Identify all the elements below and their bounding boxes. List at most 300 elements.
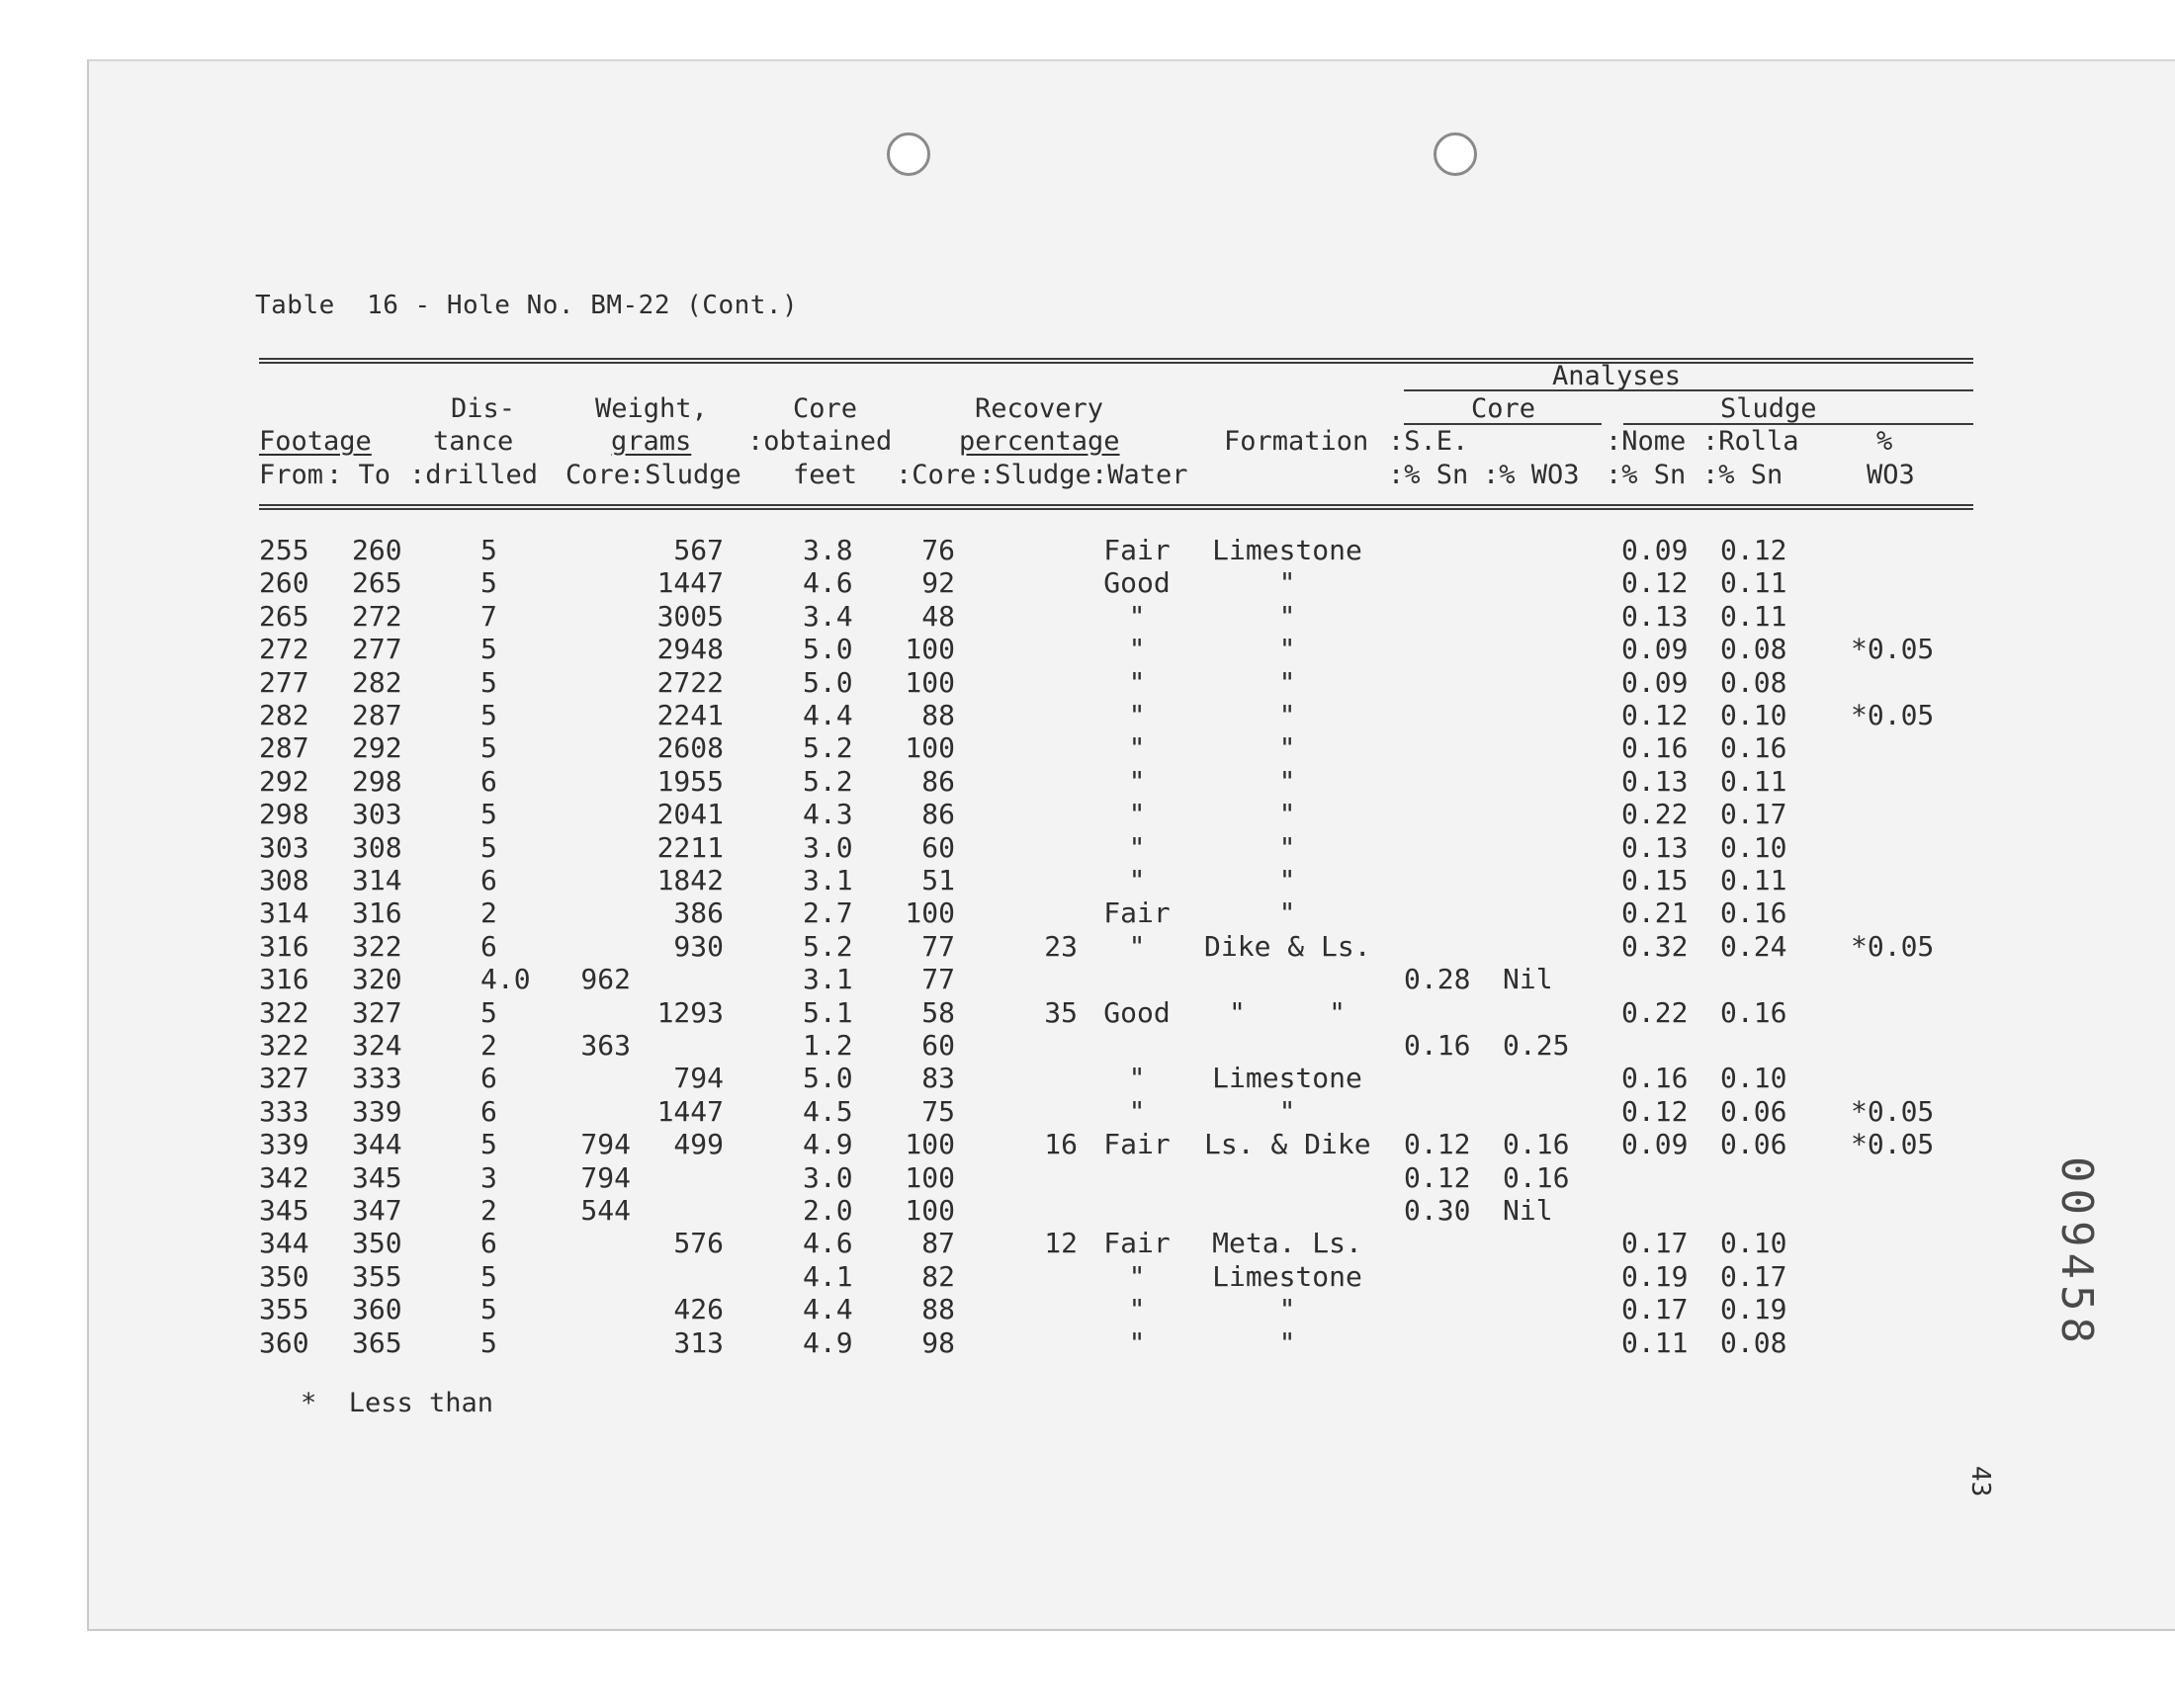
cell-form: " xyxy=(1278,566,1296,600)
cell-dist: 5 xyxy=(480,699,497,731)
cell-wo3: *0.05 xyxy=(1851,929,1935,963)
cell-se-sn: 0.12 xyxy=(1404,1160,1471,1194)
cell-wsludge: 2211 xyxy=(656,830,724,864)
cell-wsludge: 313 xyxy=(673,1325,724,1359)
header-recovery-1: Recovery xyxy=(975,393,1104,424)
cell-rolla: 0.12 xyxy=(1720,534,1787,566)
header-formation: Formation xyxy=(1224,426,1369,457)
cell-wsludge: 1842 xyxy=(656,864,724,897)
cell-dist: 5 xyxy=(480,566,497,600)
header-top-rule xyxy=(259,358,1973,360)
cell-cf: 3.1 xyxy=(803,963,853,996)
cell-wsludge: 2722 xyxy=(656,665,724,699)
cell-rcore: 58 xyxy=(921,995,955,1029)
cell-rsludge: 23 xyxy=(1044,929,1078,963)
cell-rcore: 100 xyxy=(905,1128,955,1161)
cell-form: " xyxy=(1278,830,1296,864)
cell-form: " xyxy=(1278,633,1296,666)
cell-from: 260 xyxy=(259,566,309,600)
cell-wsludge: 386 xyxy=(673,897,724,930)
cell-to: 344 xyxy=(352,1128,402,1161)
table-row xyxy=(0,699,2175,731)
cell-rolla: 0.16 xyxy=(1720,731,1787,765)
cell-dist: 5 xyxy=(480,731,497,765)
cell-form: " xyxy=(1278,864,1296,897)
cell-from: 298 xyxy=(259,798,309,831)
cell-rolla: 0.10 xyxy=(1720,1062,1787,1095)
cell-rcore: 88 xyxy=(921,699,955,731)
cell-rwater: Fair xyxy=(1103,1227,1171,1260)
cell-rwater: Good xyxy=(1103,995,1171,1029)
cell-cf: 2.0 xyxy=(803,1194,853,1227)
cell-wcore: 794 xyxy=(580,1160,631,1194)
cell-nome: 0.21 xyxy=(1621,897,1689,930)
cell-rolla: 0.10 xyxy=(1720,1227,1787,1260)
table-row xyxy=(0,633,2175,665)
cell-nome: 0.22 xyxy=(1621,798,1689,831)
cell-rwater: " xyxy=(1128,864,1146,897)
cell-rwater: " xyxy=(1128,764,1146,798)
cell-rwater: " xyxy=(1128,665,1146,699)
cell-form: Limestone xyxy=(1212,534,1362,566)
cell-form: " xyxy=(1278,897,1296,930)
table-row xyxy=(0,534,2175,566)
header-core-obtained-3: feet xyxy=(793,460,858,490)
header-distance-3: :drilled xyxy=(409,460,539,490)
cell-rolla: 0.08 xyxy=(1720,633,1787,666)
cell-wsludge: 1955 xyxy=(656,764,724,798)
header-pct: % xyxy=(1876,426,1893,457)
cell-cf: 1.2 xyxy=(803,1029,853,1062)
cell-rolla: 0.08 xyxy=(1720,1325,1787,1359)
cell-rcore: 88 xyxy=(921,1293,955,1326)
cell-rolla: 0.19 xyxy=(1720,1293,1787,1326)
cell-to: 265 xyxy=(352,566,402,600)
cell-rolla: 0.16 xyxy=(1720,897,1787,930)
cell-rwater: " xyxy=(1128,1062,1146,1095)
cell-from: 350 xyxy=(259,1259,309,1293)
cell-dist: 5 xyxy=(480,633,497,666)
table-row xyxy=(0,1260,2175,1293)
cell-from: 333 xyxy=(259,1094,309,1128)
cell-rcore: 86 xyxy=(921,764,955,798)
cell-cf: 3.0 xyxy=(803,1160,853,1194)
cell-wsludge: 2041 xyxy=(656,798,724,831)
header-weight-sludge: :Sludge xyxy=(629,460,741,490)
cell-dist: 6 xyxy=(480,1062,497,1095)
cell-rwater: " xyxy=(1128,1259,1146,1293)
cell-wsludge: 930 xyxy=(673,929,724,963)
stamp-number: 009458 xyxy=(2051,1156,2102,1349)
cell-rolla: 0.17 xyxy=(1720,1259,1787,1293)
cell-nome: 0.12 xyxy=(1621,699,1689,731)
cell-wo3: *0.05 xyxy=(1851,633,1935,666)
cell-cf: 4.4 xyxy=(803,699,853,731)
table-row xyxy=(0,1161,2175,1194)
cell-to: 365 xyxy=(352,1325,402,1359)
cell-cf: 5.2 xyxy=(803,764,853,798)
cell-dist: 5 xyxy=(480,534,497,566)
cell-from: 322 xyxy=(259,995,309,1029)
cell-wo3: *0.05 xyxy=(1851,1094,1935,1128)
header-analyses-core: Core xyxy=(1471,393,1536,424)
table-row xyxy=(0,1029,2175,1062)
cell-from: 308 xyxy=(259,864,309,897)
cell-rcore: 60 xyxy=(921,1029,955,1062)
table-row xyxy=(0,600,2175,633)
cell-rwater: " xyxy=(1128,731,1146,765)
cell-se-sn: 0.30 xyxy=(1404,1194,1471,1227)
cell-rolla: 0.06 xyxy=(1720,1094,1787,1128)
cell-rcore: 86 xyxy=(921,798,955,831)
cell-rwater: " xyxy=(1128,599,1146,633)
cell-nome: 0.32 xyxy=(1621,929,1689,963)
cell-nome: 0.09 xyxy=(1621,633,1689,666)
cell-rolla: 0.17 xyxy=(1720,798,1787,831)
header-analyses: Analyses xyxy=(1552,361,1682,391)
cell-rcore: 77 xyxy=(921,963,955,996)
cell-rolla: 0.08 xyxy=(1720,665,1787,699)
cell-from: 360 xyxy=(259,1325,309,1359)
cell-wsludge: 3005 xyxy=(656,599,724,633)
table-row xyxy=(0,1326,2175,1359)
cell-rwater: " xyxy=(1128,929,1146,963)
header-se-sn: :% Sn xyxy=(1388,460,1469,490)
cell-from: 314 xyxy=(259,897,309,930)
cell-to: 292 xyxy=(352,731,402,765)
cell-nome: 0.17 xyxy=(1621,1227,1689,1260)
cell-form: " xyxy=(1278,699,1296,731)
cell-form: " xyxy=(1278,1293,1296,1326)
cell-cf: 4.6 xyxy=(803,1227,853,1260)
cell-rcore: 83 xyxy=(921,1062,955,1095)
cell-rwater: Fair xyxy=(1103,1128,1171,1161)
cell-cf: 4.9 xyxy=(803,1325,853,1359)
cell-to: 282 xyxy=(352,665,402,699)
punch-hole-right-icon xyxy=(1434,132,1477,176)
table-row xyxy=(0,765,2175,798)
cell-to: 347 xyxy=(352,1194,402,1227)
cell-nome: 0.16 xyxy=(1621,731,1689,765)
cell-dist: 5 xyxy=(480,1259,497,1293)
cell-wsludge: 567 xyxy=(673,534,724,566)
cell-from: 292 xyxy=(259,764,309,798)
cell-to: 324 xyxy=(352,1029,402,1062)
cell-wsludge: 794 xyxy=(673,1062,724,1095)
table-row xyxy=(0,1227,2175,1259)
table-row xyxy=(0,897,2175,929)
cell-wsludge: 426 xyxy=(673,1293,724,1326)
cell-rcore: 100 xyxy=(905,1160,955,1194)
cell-rcore: 98 xyxy=(921,1325,955,1359)
cell-to: 272 xyxy=(352,599,402,633)
cell-se-wo3: 0.25 xyxy=(1503,1029,1570,1062)
cell-rwater: Fair xyxy=(1103,534,1171,566)
cell-se-wo3: Nil xyxy=(1503,963,1553,996)
cell-wsludge: 1447 xyxy=(656,566,724,600)
cell-dist: 6 xyxy=(480,864,497,897)
cell-dist: 2 xyxy=(480,1029,497,1062)
cell-nome: 0.09 xyxy=(1621,534,1689,566)
cell-from: 272 xyxy=(259,633,309,666)
cell-dist: 5 xyxy=(480,798,497,831)
table-row xyxy=(0,666,2175,699)
header-from: From xyxy=(259,460,324,490)
cell-wsludge: 576 xyxy=(673,1227,724,1260)
cell-rcore: 100 xyxy=(905,1194,955,1227)
cell-se-sn: 0.28 xyxy=(1404,963,1471,996)
header-weight-1: Weight, xyxy=(595,393,708,424)
header-rolla-sn: :% Sn xyxy=(1702,460,1784,490)
cell-form: Meta. Ls. xyxy=(1212,1227,1362,1260)
cell-to: 308 xyxy=(352,830,402,864)
cell-dist: 2 xyxy=(480,897,497,930)
table-row xyxy=(0,831,2175,864)
cell-nome: 0.12 xyxy=(1621,1094,1689,1128)
header-bottom-rule xyxy=(259,504,1973,506)
cell-se-wo3: 0.16 xyxy=(1503,1128,1570,1161)
cell-nome: 0.09 xyxy=(1621,665,1689,699)
cell-wsludge: 2241 xyxy=(656,699,724,731)
cell-rcore: 92 xyxy=(921,566,955,600)
header-se-wo3: :% WO3 xyxy=(1483,460,1580,490)
cell-rwater: " xyxy=(1128,633,1146,666)
header-core-obtained-1: Core xyxy=(793,393,858,424)
cell-form: " xyxy=(1278,1094,1296,1128)
cell-form: Dike & Ls. xyxy=(1204,929,1371,963)
cell-rcore: 100 xyxy=(905,731,955,765)
cell-rwater: Good xyxy=(1103,566,1171,600)
cell-form: Ls. & Dike xyxy=(1204,1128,1371,1161)
cell-cf: 3.1 xyxy=(803,864,853,897)
cell-from: 255 xyxy=(259,534,309,566)
cell-to: 322 xyxy=(352,929,402,963)
cell-wsludge: 499 xyxy=(673,1128,724,1161)
punch-hole-left-icon xyxy=(887,132,930,176)
cell-rsludge: 12 xyxy=(1044,1227,1078,1260)
cell-dist: 6 xyxy=(480,929,497,963)
cell-nome: 0.19 xyxy=(1621,1259,1689,1293)
cell-from: 342 xyxy=(259,1160,309,1194)
cell-wsludge: 2608 xyxy=(656,731,724,765)
cell-cf: 4.4 xyxy=(803,1293,853,1326)
cell-cf: 4.3 xyxy=(803,798,853,831)
cell-to: 360 xyxy=(352,1293,402,1326)
cell-rcore: 76 xyxy=(921,534,955,566)
cell-wsludge: 2948 xyxy=(656,633,724,666)
cell-to: 350 xyxy=(352,1227,402,1260)
header-analyses-sludge: Sludge xyxy=(1720,393,1817,424)
cell-rsludge: 16 xyxy=(1044,1128,1078,1161)
header-nome: :Nome xyxy=(1606,426,1687,457)
cell-rcore: 60 xyxy=(921,830,955,864)
cell-cf: 5.0 xyxy=(803,1062,853,1095)
cell-cf: 5.2 xyxy=(803,731,853,765)
cell-rwater: Fair xyxy=(1103,897,1171,930)
cell-cf: 3.4 xyxy=(803,599,853,633)
cell-rsludge: 35 xyxy=(1044,995,1078,1029)
cell-to: 298 xyxy=(352,764,402,798)
cell-rolla: 0.10 xyxy=(1720,699,1787,731)
cell-wsludge: 1293 xyxy=(656,995,724,1029)
header-nome-sn: :% Sn xyxy=(1606,460,1687,490)
cell-dist: 5 xyxy=(480,1128,497,1161)
cell-rcore: 48 xyxy=(921,599,955,633)
cell-rwater: " xyxy=(1128,1325,1146,1359)
cell-form: Limestone xyxy=(1212,1062,1362,1095)
cell-form: " xyxy=(1278,764,1296,798)
cell-wcore: 363 xyxy=(580,1029,631,1062)
cell-wcore: 962 xyxy=(580,963,631,996)
cell-wcore: 794 xyxy=(580,1128,631,1161)
cell-rcore: 100 xyxy=(905,633,955,666)
header-recovery-2: percentage xyxy=(959,426,1120,457)
cell-rolla: 0.11 xyxy=(1720,864,1787,897)
cell-cf: 2.7 xyxy=(803,897,853,930)
cell-cf: 3.0 xyxy=(803,830,853,864)
cell-nome: 0.17 xyxy=(1621,1293,1689,1326)
cell-from: 345 xyxy=(259,1194,309,1227)
header-footage: Footage xyxy=(259,426,372,457)
cell-to: 355 xyxy=(352,1259,402,1293)
cell-cf: 5.0 xyxy=(803,665,853,699)
cell-rolla: 0.11 xyxy=(1720,566,1787,600)
cell-to: 260 xyxy=(352,534,402,566)
cell-rcore: 87 xyxy=(921,1227,955,1260)
table-caption: Table 16 - Hole No. BM-22 (Cont.) xyxy=(255,291,799,320)
cell-to: 277 xyxy=(352,633,402,666)
table-row xyxy=(0,731,2175,764)
page-number: 43 xyxy=(1965,1466,1995,1497)
cell-from: 282 xyxy=(259,699,309,731)
cell-from: 339 xyxy=(259,1128,309,1161)
cell-rcore: 100 xyxy=(905,897,955,930)
cell-rolla: 0.11 xyxy=(1720,599,1787,633)
cell-cf: 5.2 xyxy=(803,929,853,963)
cell-dist: 5 xyxy=(480,995,497,1029)
header-recovery-water: :Water xyxy=(1091,460,1188,490)
cell-cf: 4.9 xyxy=(803,1128,853,1161)
cell-to: 327 xyxy=(352,995,402,1029)
cell-dist: 7 xyxy=(480,599,497,633)
cell-to: 320 xyxy=(352,963,402,996)
header-to: : To xyxy=(326,460,392,490)
cell-wo3: *0.05 xyxy=(1851,1128,1935,1161)
cell-to: 339 xyxy=(352,1094,402,1128)
cell-wcore: 544 xyxy=(580,1194,631,1227)
cell-dist: 6 xyxy=(480,1227,497,1260)
cell-from: 327 xyxy=(259,1062,309,1095)
header-weight-core: Core xyxy=(566,460,631,490)
cell-rolla: 0.11 xyxy=(1720,764,1787,798)
cell-to: 287 xyxy=(352,699,402,731)
table-row xyxy=(0,1095,2175,1128)
cell-to: 314 xyxy=(352,864,402,897)
table-row xyxy=(0,566,2175,599)
cell-se-sn: 0.16 xyxy=(1404,1029,1471,1062)
cell-wo3: *0.05 xyxy=(1851,699,1935,731)
cell-from: 344 xyxy=(259,1227,309,1260)
cell-dist: 6 xyxy=(480,1094,497,1128)
cell-dist: 5 xyxy=(480,1293,497,1326)
cell-rcore: 51 xyxy=(921,864,955,897)
cell-nome: 0.12 xyxy=(1621,566,1689,600)
header-top-rule-2 xyxy=(259,362,1973,364)
cell-cf: 3.8 xyxy=(803,534,853,566)
cell-rolla: 0.10 xyxy=(1720,830,1787,864)
cell-rwater: " xyxy=(1128,699,1146,731)
header-distance-1: Dis- xyxy=(451,393,516,424)
cell-nome: 0.15 xyxy=(1621,864,1689,897)
cell-form: " xyxy=(1278,1325,1296,1359)
table-row xyxy=(0,963,2175,995)
cell-dist: 5 xyxy=(480,1325,497,1359)
cell-se-sn: 0.12 xyxy=(1404,1128,1471,1161)
cell-wsludge: 1447 xyxy=(656,1094,724,1128)
cell-dist: 2 xyxy=(480,1194,497,1227)
table-row xyxy=(0,1194,2175,1227)
footnote: * Less than xyxy=(301,1388,494,1418)
scan-background-top xyxy=(85,0,2175,55)
table-row xyxy=(0,864,2175,897)
cell-cf: 4.1 xyxy=(803,1259,853,1293)
header-distance-2: tance xyxy=(433,426,514,457)
cell-from: 303 xyxy=(259,830,309,864)
cell-form: " " xyxy=(1228,995,1346,1029)
header-recovery-core: :Core xyxy=(896,460,977,490)
cell-to: 345 xyxy=(352,1160,402,1194)
table-row xyxy=(0,1062,2175,1094)
cell-dist: 4.0 xyxy=(480,963,531,996)
table-row xyxy=(0,1293,2175,1325)
cell-cf: 4.6 xyxy=(803,566,853,600)
header-bottom-rule-2 xyxy=(259,508,1973,510)
cell-nome: 0.16 xyxy=(1621,1062,1689,1095)
cell-from: 287 xyxy=(259,731,309,765)
table-row xyxy=(0,1128,2175,1160)
cell-rcore: 75 xyxy=(921,1094,955,1128)
header-wo3: WO3 xyxy=(1867,460,1915,490)
cell-nome: 0.09 xyxy=(1621,1128,1689,1161)
cell-rcore: 77 xyxy=(921,929,955,963)
cell-se-wo3: 0.16 xyxy=(1503,1160,1570,1194)
cell-cf: 4.5 xyxy=(803,1094,853,1128)
header-weight-2: grams xyxy=(611,426,692,457)
cell-rcore: 82 xyxy=(921,1259,955,1293)
table-row xyxy=(0,798,2175,830)
cell-form: " xyxy=(1278,731,1296,765)
cell-from: 322 xyxy=(259,1029,309,1062)
header-rolla: :Rolla xyxy=(1702,426,1799,457)
table-row xyxy=(0,996,2175,1029)
cell-from: 316 xyxy=(259,929,309,963)
cell-se-wo3: Nil xyxy=(1503,1194,1553,1227)
cell-from: 355 xyxy=(259,1293,309,1326)
cell-nome: 0.22 xyxy=(1621,995,1689,1029)
cell-dist: 6 xyxy=(480,764,497,798)
cell-form: " xyxy=(1278,665,1296,699)
header-core-obtained-2: :obtained xyxy=(747,426,893,457)
cell-from: 265 xyxy=(259,599,309,633)
cell-dist: 3 xyxy=(480,1160,497,1194)
cell-to: 303 xyxy=(352,798,402,831)
cell-cf: 5.0 xyxy=(803,633,853,666)
cell-form: " xyxy=(1278,599,1296,633)
cell-dist: 5 xyxy=(480,665,497,699)
cell-dist: 5 xyxy=(480,830,497,864)
cell-rwater: " xyxy=(1128,798,1146,831)
cell-rwater: " xyxy=(1128,1094,1146,1128)
